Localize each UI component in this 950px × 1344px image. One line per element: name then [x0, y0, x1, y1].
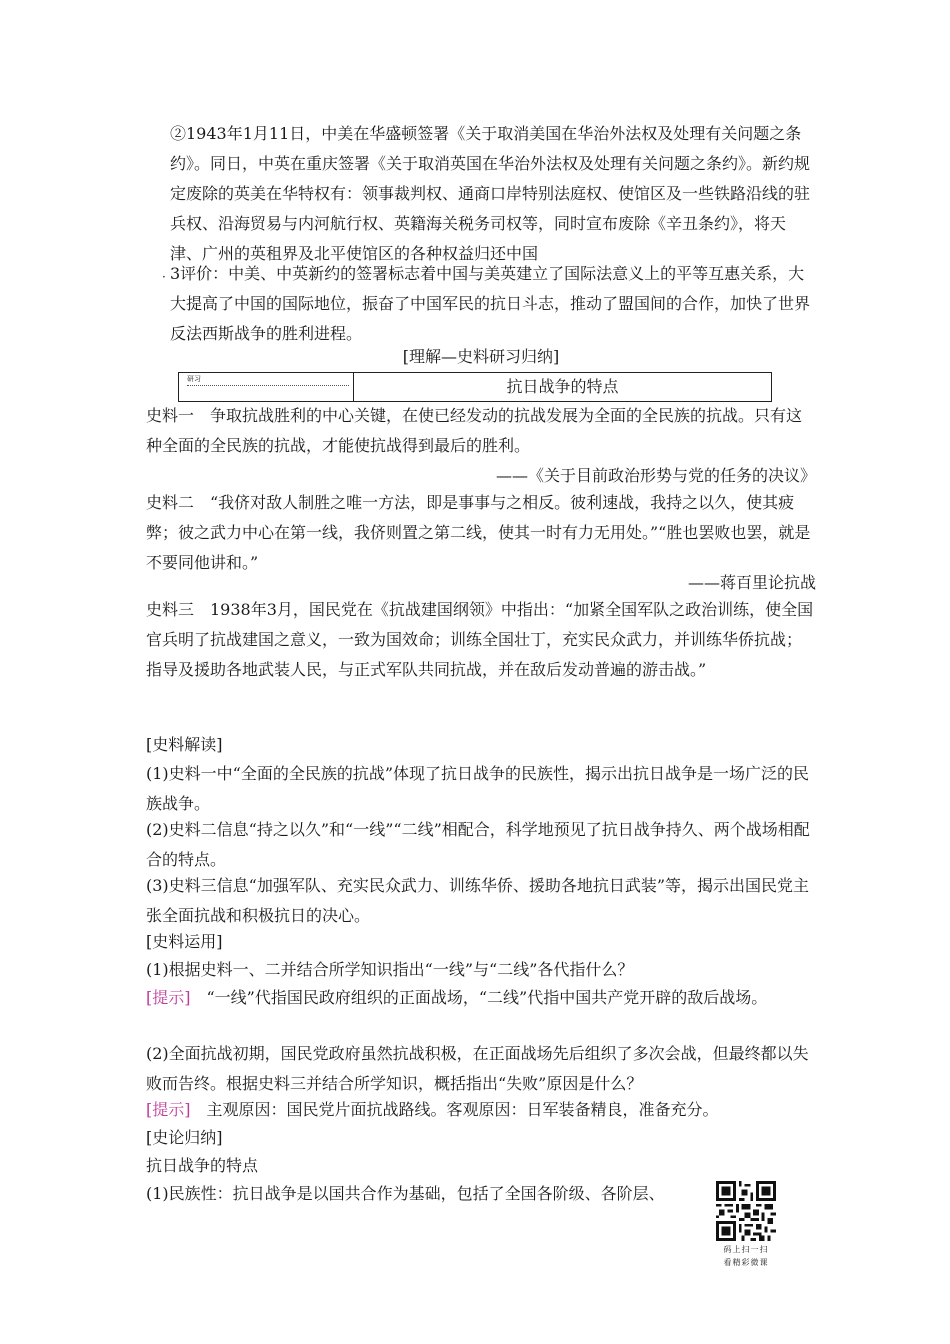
study-tag [179, 373, 354, 401]
usage-heading: [史料运用] [146, 932, 223, 951]
study-box [178, 372, 772, 402]
tip-label: [提示] [146, 988, 191, 1007]
source-two: 史料二 “我侪对敌人制胜之唯一方法，即是事事与之相反。彼利速战，我持之以久，使其疲弊；彼之武力中心在第一线，我侪则置之第二线，使其一时有力无用处。”“胜也罢败也罢，就是不要同他讲和。” [146, 493, 811, 572]
usage-answer-1 [146, 983, 816, 1013]
dotted-rule [187, 385, 349, 386]
tip-label: [提示] [146, 1100, 191, 1119]
summary-title: 抗日战争的特点 [146, 1156, 259, 1175]
qr-caption-line-1: 码上扫一扫 [723, 1245, 769, 1254]
source-one: 史料一 争取抗战胜利的中心关键，在使已经发动的抗战发展为全面的全民族的抗战。只有这种全面的全民族的抗战，才能使抗战得到最后的胜利。 [146, 406, 803, 455]
answer-1-text: “一线”代指国民政府组织的正面战场，“二线”代指中国共产党开辟的敌后战场。 [190, 988, 768, 1007]
intro-paragraph-treaties: ②1943年1月11日，中美在华盛顿签署《关于取消美国在华治外法权及处理有关问题之条约》。同日，中英在重庆签署《关于取消英国在华治外法权及处理有关问题之条约》。新约规定废除的英美在华特权有：领事裁判权、通商口岸特别法庭权、使馆区及一些铁路沿线的驻兵权、沿海贸易与内河航行权、英籍海关税务司权等，同时宣布废除《辛丑条约》，将天津、广州的英租界及北平使馆区的各种权益归还中国 [170, 124, 811, 263]
bullet-dot: · [162, 270, 166, 284]
usage-question-1: (1)根据史料一、二并结合所学知识指出“一线”与“二线”各代指什么？ [146, 960, 634, 979]
summary-heading: [史论归纳] [146, 1128, 223, 1147]
intro-paragraph-evaluation: 3评价：中美、中英新约的签署标志着中国与美英建立了国际法意义上的平等互惠关系，大大提高了中国的国际地位，振奋了中国军民的抗日斗志，推动了盟国间的合作，加快了世界反法西斯战争的胜利进程。 [170, 264, 811, 343]
reading-item-1: (1)史料一中“全面的全民族的抗战”体现了抗日战争的民族性，揭示出抗日战争是一场广泛的民族战争。 [146, 764, 810, 813]
reading-heading: [史料解读] [146, 735, 223, 754]
usage-question-2: (2)全面抗战初期，国民党政府虽然抗战积极，在正面战场先后组织了多次会战，但最终都以失败而告终。根据史料三并结合所学知识，概括指出“失败”原因是什么？ [146, 1044, 809, 1093]
section-heading: [理解—史料研习归纳] [402, 347, 560, 366]
source-three: 史料三 1938年3月，国民党在《抗战建国纲领》中指出：“加紧全国军队之政治训练，使全国官兵明了抗战建国之意义，一致为国效命；训练全国壮丁，充实民众武力，并训练华侨抗战；指导及援助各地武装人民，与正式军队共同抗战，并在敌后发动普遍的游击战。” [146, 600, 814, 679]
usage-answer-2 [146, 1095, 816, 1125]
answer-2-text: 主观原因：国民党片面抗战路线。客观原因：日军装备精良，准备充分。 [190, 1100, 719, 1119]
summary-item-1: (1)民族性：抗日战争是以国共合作为基础，包括了全国各阶级、各阶层、 [146, 1184, 665, 1203]
study-box-title: 抗日战争的特点 [506, 377, 619, 396]
qr-caption-line-2: 看精彩微课 [723, 1258, 769, 1267]
study-tag-label: 研习 [187, 375, 201, 383]
reading-item-2: (2)史料二信息“持之以久”和“一线”“二线”相配合，科学地预见了抗日战争持久、两个战场相配合的特点。 [146, 820, 810, 869]
source-one-citation: ——《关于目前政治形势与党的任务的决议》 [495, 466, 816, 485]
source-two-citation: ——蒋百里论抗战 [687, 573, 816, 592]
reading-item-3: (3)史料三信息“加强军队、充实民众武力、训练华侨、援助各地抗日武装”等，揭示出国民党主张全面抗战和积极抗日的决心。 [146, 876, 810, 925]
qr-code-icon[interactable] [716, 1181, 776, 1241]
